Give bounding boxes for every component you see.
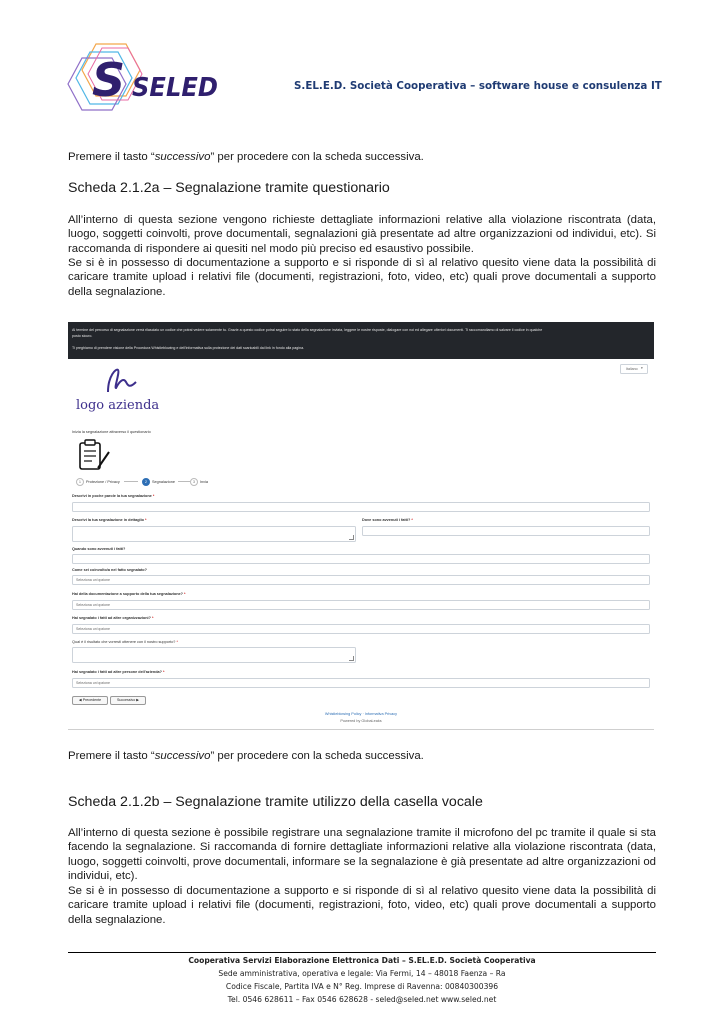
paragraph-a2: Se si è in possesso di documentazione a supporto e si risponde di sì al relativo quesito viene data la possibilità di caricare tramite upload i relativi file (documenti, registrazioni, foto, video, etc) quali prove documentali a supporto della segnalazione.	[68, 257, 656, 298]
footer-company-name: Cooperativa Servizi Elaborazione Elettronica Dati – S.EL.E.D. Società Cooperativa	[188, 956, 536, 965]
footer-tax-codes: Codice Fiscale, Partita IVA e N° Reg. Imprese di Ravenna: 00840300396	[225, 982, 499, 991]
heading-scheda-2-1-2a: Scheda 2.1.2a – Segnalazione tramite questionario	[68, 180, 390, 196]
step-1-label: Protezione / Privacy	[86, 479, 120, 484]
paragraph-b2: Se si è in possesso di documentazione a supporto e si risponde di sì al relativo quesito viene data la possibilità di caricare tramite upload i relativi file (documenti, registrazioni, foto, video, etc) quali prove documentali a supporto della segnalazione.	[68, 885, 656, 926]
footer-divider	[68, 952, 656, 953]
other-people-select[interactable]: Seleziona un'opzione	[72, 678, 650, 688]
instruction-next-1: Premere il tasto “successivo” per procedere con la scheda successiva.	[68, 151, 424, 163]
involvement-select[interactable]: Seleziona un'opzione	[72, 575, 650, 585]
company-logo	[62, 40, 224, 116]
resize-grip-icon	[349, 656, 354, 661]
step-2-label: Segnalazione	[152, 479, 176, 484]
questionnaire-icon	[76, 438, 110, 472]
step-3-circle[interactable]: 3	[190, 478, 198, 486]
other-orgs-select[interactable]: Seleziona un'opzione	[72, 624, 650, 634]
summary-input[interactable]	[72, 502, 650, 512]
question-3-label: Dove sono avvenuti i fatti? *	[362, 518, 413, 522]
location-input[interactable]	[362, 526, 650, 536]
form-screenshot	[68, 322, 654, 730]
question-8-label: Qual è il risultato che vorresti ottenere con il nostro supporto? *	[72, 640, 178, 644]
arrow-left-icon: ◀	[78, 698, 82, 702]
documentation-select[interactable]: Seleziona un'opzione	[72, 600, 650, 610]
heading-scheda-2-1-2b: Scheda 2.1.2b – Segnalazione tramite utilizzo della casella vocale	[68, 794, 483, 810]
question-7-label: Hai segnalato i fatti ad altre organizzazioni? *	[72, 616, 154, 620]
question-4-label: Quando sono avvenuti i fatti?	[72, 547, 126, 551]
expected-result-textarea[interactable]	[72, 647, 356, 663]
arrow-right-icon: ▶	[136, 698, 139, 702]
step-2-circle[interactable]: 2	[142, 478, 150, 486]
info-banner: Al termine del percorso di segnalazione verrà rilasciato un codice che potrai vedere solamente tu. Grazie a questo codice potrai seguire lo stato della segnalazione inviata, leggere le nostre risposte, dialogare con noi ed allegare ulteriori documenti. Ti raccomandiamo di salvare il codice in qualche posto sicuro. Ti preghiamo di prendere visione della Procedura Whistleblowing e dell'informativa sulla protezione dei dati scaricabili dai link in fondo alla pagina.	[68, 322, 654, 359]
powered-by: Powered by GlobaLeaks	[340, 719, 382, 723]
date-input[interactable]	[72, 554, 650, 564]
footer-policy-links[interactable]: Whistleblowing Policy · Informativa Privacy	[324, 712, 398, 716]
question-5-label: Come sei coinvolto/a nel fatto segnalato?	[72, 568, 147, 572]
question-6-label: Hai della documentazione a supporto della tua segnalazione? *	[72, 592, 186, 596]
logo-wordmark: SELED	[132, 73, 218, 103]
footer-contacts: Tel. 0546 628611 – Fax 0546 628628 - seled@seled.net www.seled.net	[227, 995, 497, 1004]
logo-azienda-caption: logo azienda	[76, 398, 160, 413]
question-2-label: Descrivi la tua segnalazione in dettaglio *	[72, 518, 147, 522]
question-1-label: Descrivi in poche parole la tua segnalazione *	[72, 494, 155, 498]
instruction-next-2: Premere il tasto “successivo” per procedere con la scheda successiva.	[68, 750, 424, 762]
company-header: S.EL.E.D. Società Cooperativa – software house e consulenza IT	[294, 80, 662, 92]
chevron-down-icon: ▾	[641, 366, 643, 370]
company-placeholder-logo-icon	[102, 366, 138, 394]
language-select[interactable]: Italiano ▾	[620, 364, 648, 374]
paragraph-a1: All’interno di questa sezione vengono richieste dettagliate informazioni relative alla violazione riscontrata (data, luogo, soggetti coinvolti, prove documentali, segnalazioni già presentate ad altre organizzazioni od individui, etc). Si raccomanda di rispondere ai quesiti nel modo più preciso ed esaustivo possibile.	[68, 214, 656, 255]
previous-button[interactable]: ◀ Precedente	[72, 696, 108, 705]
step-1-circle[interactable]: 1	[76, 478, 84, 486]
next-button[interactable]: Successivo ▶	[110, 696, 146, 705]
question-9-label: Hai segnalato i fatti ad altre persone dell'azienda? *	[72, 670, 165, 674]
intro-text: Inizia la segnalazione attraverso il questionario	[72, 430, 151, 434]
resize-grip-icon	[349, 535, 354, 540]
step-3-label: Invia	[200, 479, 209, 484]
svg-text:S: S	[92, 53, 126, 107]
detail-textarea[interactable]	[72, 526, 356, 542]
paragraph-b1: All’interno di questa sezione è possibile registrare una segnalazione tramite il microfono del pc tramite il quale si sta facendo la segnalazione. Si raccomanda di fornire dettagliate informazioni relative alla violazione riscontrata (data, luogo, soggetti coinvolti, prove documentali, informare se la segnalazione è già presentate ad altre organizzazioni od individui, etc).	[68, 827, 656, 882]
footer-address: Sede amministrativa, operativa e legale: Via Fermi, 14 – 48018 Faenza – Ra	[218, 969, 506, 978]
